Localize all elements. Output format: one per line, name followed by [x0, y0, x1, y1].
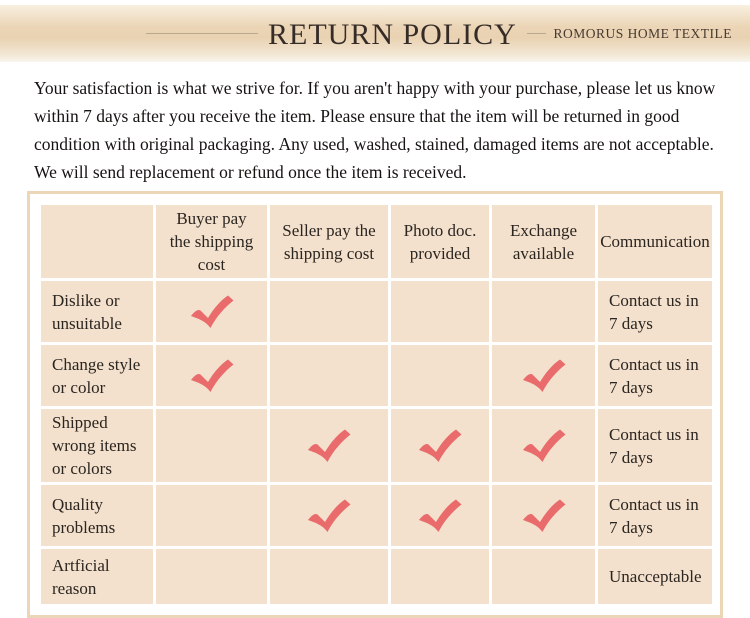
- check-cell: [156, 345, 267, 406]
- check-cell: [270, 409, 388, 482]
- empty-cell: [270, 281, 388, 342]
- brand-name: ROMORUS HOME TEXTILE: [553, 25, 732, 41]
- policy-table-panel: [27, 191, 723, 618]
- check-cell: [270, 485, 388, 546]
- empty-cell: [156, 485, 267, 546]
- table-row: [41, 281, 712, 342]
- table-row: [41, 409, 712, 482]
- check-icon: [189, 358, 235, 393]
- check-cell: [391, 409, 489, 482]
- empty-cell: [270, 549, 388, 604]
- return-policy-table: [38, 202, 715, 607]
- empty-cell: [156, 409, 267, 482]
- column-header: Communication: [598, 205, 712, 278]
- column-header: Seller pay the shipping cost: [270, 205, 388, 278]
- empty-cell: [156, 549, 267, 604]
- row-label: Shipped wrong items or colors: [41, 409, 153, 482]
- divider-line-left: [146, 33, 258, 34]
- check-cell: [391, 485, 489, 546]
- page-title: RETURN POLICY: [268, 17, 517, 51]
- communication-cell: Contact us in 7 days: [598, 409, 712, 482]
- row-label: Quality problems: [41, 485, 153, 546]
- table-row: [41, 345, 712, 406]
- communication-cell: Contact us in 7 days: [598, 485, 712, 546]
- check-icon: [521, 428, 567, 463]
- check-icon: [417, 428, 463, 463]
- communication-cell: Contact us in 7 days: [598, 345, 712, 406]
- table-head-row: [41, 205, 712, 278]
- column-header: Photo doc. provided: [391, 205, 489, 278]
- empty-cell: [270, 345, 388, 406]
- intro-paragraph: Your satisfaction is what we strive for. If you aren't happy with your purchase, please let us know within 7 days after you receive the item. Please ensure that the item will be returned in good condition with original packaging. Any used, washed, stained, damaged items are not acceptable. We will send replacement or refund once the item is received.: [34, 78, 716, 182]
- check-icon: [306, 428, 352, 463]
- corner-cell: [41, 205, 153, 278]
- row-label: Dislike or unsuitable: [41, 281, 153, 342]
- check-cell: [156, 281, 267, 342]
- row-label: Change style or color: [41, 345, 153, 406]
- check-cell: [492, 409, 595, 482]
- column-header: Buyer pay the shipping cost: [156, 205, 267, 278]
- empty-cell: [391, 281, 489, 342]
- table-row: [41, 549, 712, 604]
- empty-cell: [391, 549, 489, 604]
- communication-cell: Contact us in 7 days: [598, 281, 712, 342]
- table-body: [41, 281, 712, 604]
- check-icon: [417, 498, 463, 533]
- check-icon: [306, 498, 352, 533]
- divider-line-right: [527, 33, 546, 34]
- empty-cell: [492, 549, 595, 604]
- empty-cell: [391, 345, 489, 406]
- header-band: [0, 5, 750, 62]
- check-cell: [492, 485, 595, 546]
- communication-cell: Unacceptable: [598, 549, 712, 604]
- check-icon: [189, 294, 235, 329]
- check-icon: [521, 498, 567, 533]
- column-header: Exchange available: [492, 205, 595, 278]
- empty-cell: [492, 281, 595, 342]
- table-row: [41, 485, 712, 546]
- check-cell: [492, 345, 595, 406]
- check-icon: [521, 358, 567, 393]
- row-label: Artficial reason: [41, 549, 153, 604]
